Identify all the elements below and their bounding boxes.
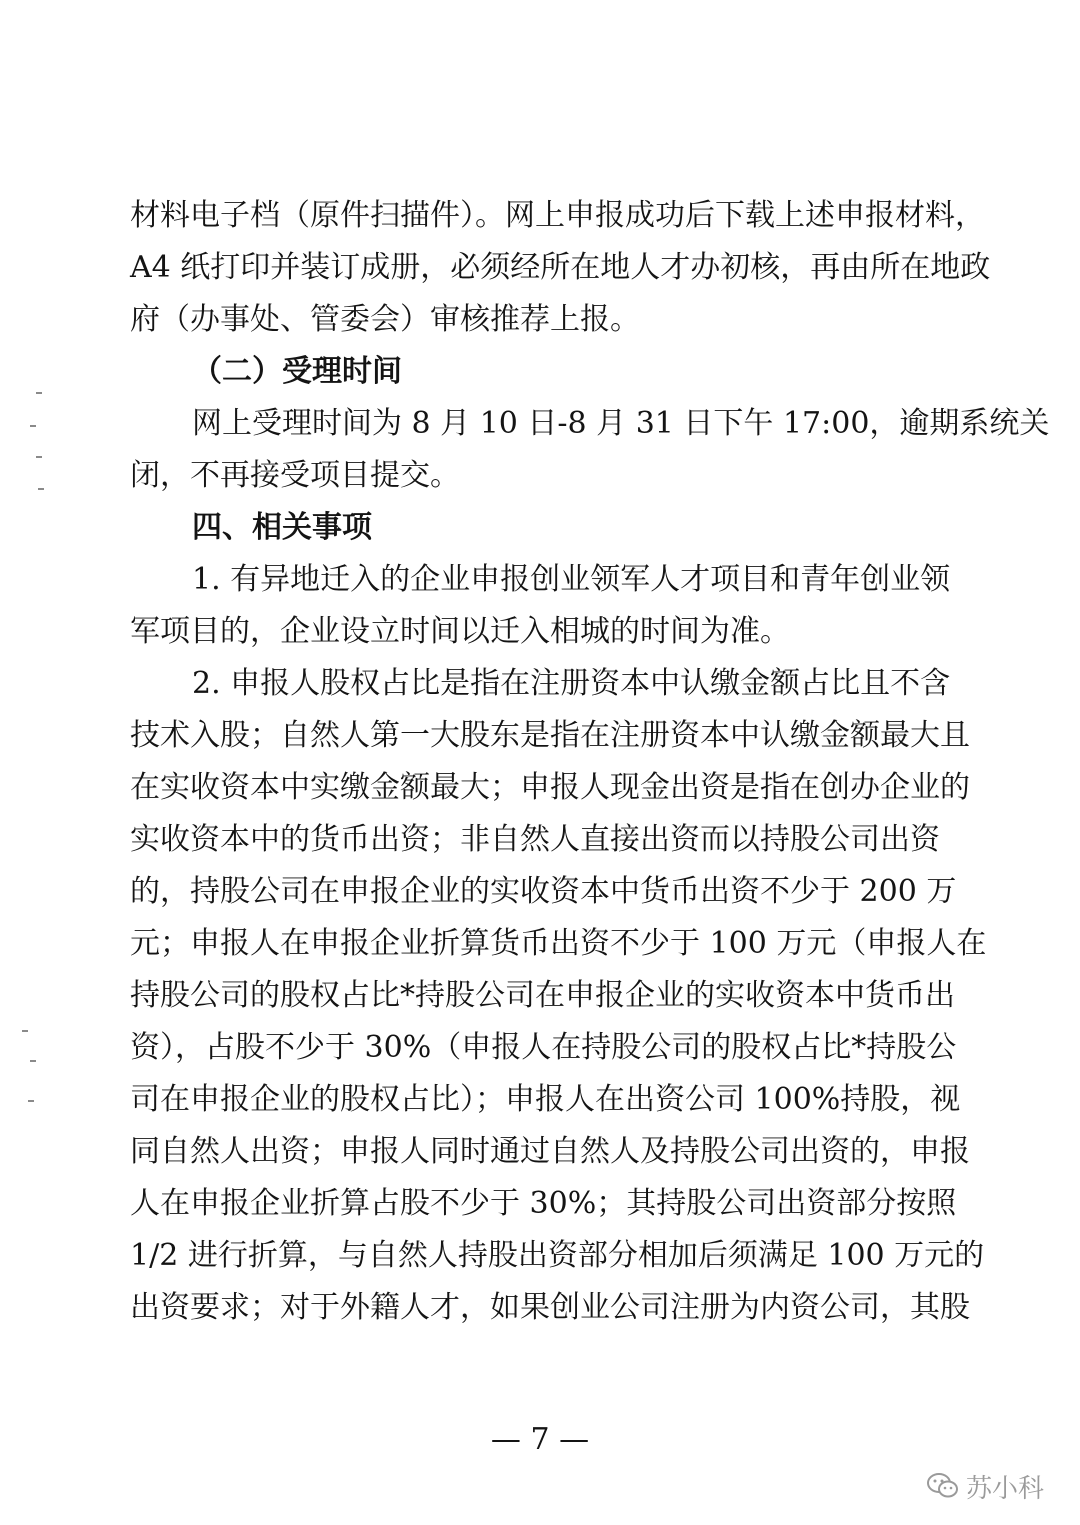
scan-speck (36, 392, 42, 394)
body-line: 资），占股不少于 30%（申报人在持股公司的股权占比*持股公 (130, 1030, 957, 1065)
body-line: 同自然人出资；申报人同时通过自然人及持股公司出资的，申报 (130, 1134, 970, 1169)
scan-speck (28, 1100, 34, 1102)
body-line: 1/2 进行折算，与自然人持股出资部分相加后须满足 100 万元的 (130, 1238, 985, 1273)
scan-speck (22, 1030, 28, 1032)
body-line: 持股公司的股权占比*持股公司在申报企业的实收资本中货币出 (130, 978, 955, 1013)
scan-speck (38, 488, 44, 490)
body-line: 技术入股；自然人第一大股东是指在注册资本中认缴金额最大且 (130, 718, 970, 753)
body-line: 出资要求；对于外籍人才，如果创业公司注册为内资公司，其股 (130, 1290, 970, 1325)
watermark (926, 1466, 1044, 1506)
section-heading: （二）受理时间 (192, 354, 402, 389)
scan-speck (36, 456, 42, 458)
body-line: A4 纸打印并装订成册，必须经所在地人才办初核，再由所在地政 (130, 250, 991, 285)
page-number: — 7 — (490, 1422, 590, 1457)
body-line: 2. 申报人股权占比是指在注册资本中认缴金额占比且不含 (192, 666, 951, 701)
body-line: 网上受理时间为 8 月 10 日-8 月 31 日下午 17:00，逾期系统关 (192, 406, 1050, 441)
wechat-icon (926, 1471, 960, 1501)
body-line: 元；申报人在申报企业折算货币出资不少于 100 万元（申报人在 (130, 926, 987, 961)
body-line: 材料电子档（原件扫描件）。网上申报成功后下载上述申报材料， (130, 198, 985, 233)
body-line: 军项目的，企业设立时间以迁入相城的时间为准。 (130, 614, 790, 649)
body-line: 在实收资本中实缴金额最大；申报人现金出资是指在创办企业的 (130, 770, 970, 805)
body-line: 司在申报企业的股权占比）；申报人在出资公司 100%持股，视 (130, 1082, 961, 1117)
body-line: 实收资本中的货币出资；非自然人直接出资而以持股公司出资 (130, 822, 940, 857)
watermark-text: 苏小科 (966, 1473, 1045, 1504)
body-line: 人在申报企业折算占股不少于 30%；其持股公司出资部分按照 (130, 1186, 957, 1221)
body-line: 府（办事处、管委会）审核推荐上报。 (130, 302, 640, 337)
body-line: 1. 有异地迁入的企业申报创业领军人才项目和青年创业领 (192, 562, 951, 597)
body-line: 的，持股公司在申报企业的实收资本中货币出资不少于 200 万 (130, 874, 957, 909)
scan-speck (30, 425, 36, 427)
scan-speck (30, 1060, 36, 1062)
section-heading: 四、相关事项 (192, 510, 372, 545)
body-line: 闭，不再接受项目提交。 (130, 458, 460, 493)
